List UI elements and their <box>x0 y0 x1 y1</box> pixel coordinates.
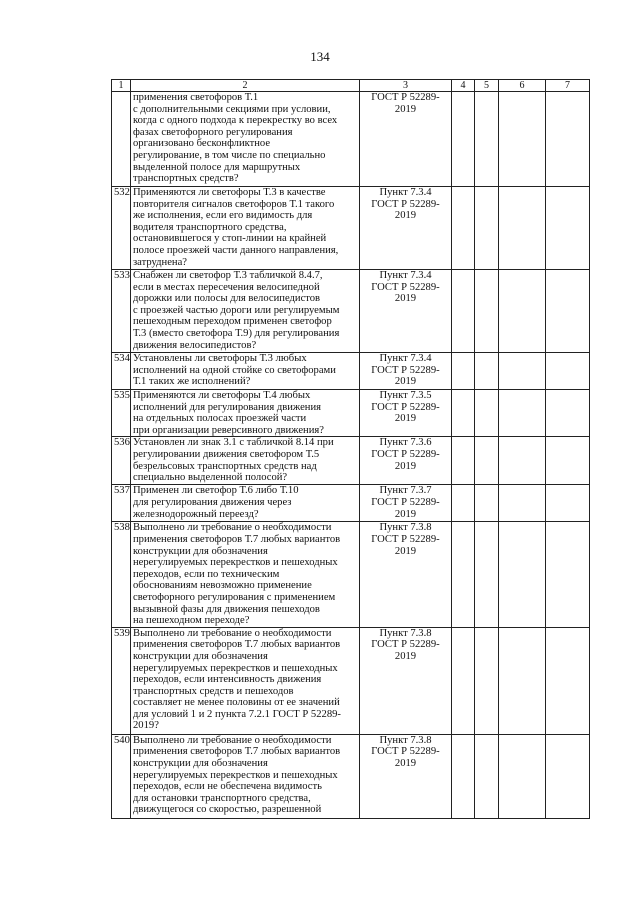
column-header: 4 <box>452 80 475 92</box>
column-header: 6 <box>499 80 546 92</box>
answer-cell[interactable] <box>499 92 546 187</box>
answer-cell[interactable] <box>452 353 475 390</box>
answer-cell[interactable] <box>475 390 499 437</box>
answer-cell[interactable] <box>546 187 590 270</box>
answer-cell[interactable] <box>475 437 499 485</box>
answer-cell[interactable] <box>499 485 546 522</box>
answer-cell[interactable] <box>546 627 590 734</box>
answer-cell[interactable] <box>546 390 590 437</box>
row-number: 540 <box>112 734 131 818</box>
row-question: Выполнено ли требование о необходимости применения светофоров Т.7 любых вариантов конструкции для обозначения нерегулируемых перекрестков и пешеходных переходов, если интенсивность движения транспортных средств и пешеходов составляет не менее половины от ее значений для условий 1 и 2 пункта 7.2.1 ГОСТ Р 52289- 2019? <box>131 627 360 734</box>
row-reference: Пункт 7.3.8 ГОСТ Р 52289- 2019 <box>360 522 452 627</box>
answer-cell[interactable] <box>452 187 475 270</box>
row-number: 536 <box>112 437 131 485</box>
answer-cell[interactable] <box>546 734 590 818</box>
answer-cell[interactable] <box>475 353 499 390</box>
row-reference: Пункт 7.3.7 ГОСТ Р 52289- 2019 <box>360 485 452 522</box>
answer-cell[interactable] <box>452 627 475 734</box>
row-reference: Пункт 7.3.8 ГОСТ Р 52289- 2019 <box>360 734 452 818</box>
answer-cell[interactable] <box>452 734 475 818</box>
answer-cell[interactable] <box>499 187 546 270</box>
table-row <box>112 92 590 187</box>
answer-cell[interactable] <box>546 437 590 485</box>
table-row <box>112 437 590 485</box>
column-header: 3 <box>360 80 452 92</box>
row-number: 537 <box>112 485 131 522</box>
answer-cell[interactable] <box>499 522 546 627</box>
answer-cell[interactable] <box>546 485 590 522</box>
row-question: Применяются ли светофоры Т.3 в качестве повторителя сигналов светофоров Т.1 такого же исполнения, если его видимость для водителя транспортного средства, остановившегося у стоп-линии на крайней полосе проезжей части данного направления, затруднена? <box>131 187 360 270</box>
answer-cell[interactable] <box>452 390 475 437</box>
row-number: 532 <box>112 187 131 270</box>
row-question: Установлены ли светофоры Т.3 любых исполнений на одной стойке со светофорами Т.1 таких же исполнений? <box>131 353 360 390</box>
answer-cell[interactable] <box>452 270 475 353</box>
row-number: 533 <box>112 270 131 353</box>
row-reference: Пункт 7.3.8 ГОСТ Р 52289- 2019 <box>360 627 452 734</box>
answer-cell[interactable] <box>475 92 499 187</box>
answer-cell[interactable] <box>475 734 499 818</box>
row-question: Снабжен ли светофор Т.3 табличкой 8.4.7, если в местах пересечения велосипедной дорожки или полосы для велосипедистов с проезжей частью дороги или регулируемым пешеходным переходом применен светофор Т.3 (вместо светофора Т.9) для регулирования движения велосипедистов? <box>131 270 360 353</box>
row-question: Выполнено ли требование о необходимости применения светофоров Т.7 любых вариантов конструкции для обозначения нерегулируемых перекрестков и пешеходных переходов, если не обеспечена видимость для остановки транспортного средства, движущегося со скоростью, разрешенной <box>131 734 360 818</box>
answer-cell[interactable] <box>475 522 499 627</box>
table-row <box>112 187 590 270</box>
table-row <box>112 353 590 390</box>
answer-cell[interactable] <box>499 270 546 353</box>
row-reference: ГОСТ Р 52289- 2019 <box>360 92 452 187</box>
answer-cell[interactable] <box>499 734 546 818</box>
column-header: 7 <box>546 80 590 92</box>
row-reference: Пункт 7.3.4 ГОСТ Р 52289- 2019 <box>360 270 452 353</box>
answer-cell[interactable] <box>546 92 590 187</box>
row-reference: Пункт 7.3.5 ГОСТ Р 52289- 2019 <box>360 390 452 437</box>
checklist-table <box>111 79 590 819</box>
table-row <box>112 270 590 353</box>
answer-cell[interactable] <box>499 627 546 734</box>
table-row <box>112 485 590 522</box>
answer-cell[interactable] <box>452 485 475 522</box>
answer-cell[interactable] <box>499 390 546 437</box>
answer-cell[interactable] <box>499 353 546 390</box>
table-row <box>112 627 590 734</box>
row-question: Выполнено ли требование о необходимости применения светофоров Т.7 любых вариантов конструкции для обозначения нерегулируемых перекрестков и пешеходных переходов, если по техническим обоснованиям невозможно применение светофорного регулирования с применением вызывной фазы для движения пешеходов на пешеходном переходе? <box>131 522 360 627</box>
row-question: Применяются ли светофоры Т.4 любых исполнений для регулирования движения на отдельных полосах проезжей части при организации реверсивного движения? <box>131 390 360 437</box>
row-question: применения светофоров Т.1 с дополнительными секциями при условии, когда с одного подхода к перекрестку во всех фазах светофорного регулирования организовано бесконфликтное регулирование, в том числе по специально выделенной полосе для маршрутных транспортных средств? <box>131 92 360 187</box>
row-number <box>112 92 131 187</box>
row-question: Установлен ли знак 3.1 с табличкой 8.14 при регулировании движения светофором Т.5 безрельсовых транспортных средств над специально выделенной полосой? <box>131 437 360 485</box>
row-reference: Пункт 7.3.4 ГОСТ Р 52289- 2019 <box>360 353 452 390</box>
row-question: Применен ли светофор Т.6 либо Т.10 для регулирования движения через железнодорожный переезд? <box>131 485 360 522</box>
row-number: 539 <box>112 627 131 734</box>
header-row <box>112 80 590 92</box>
answer-cell[interactable] <box>475 270 499 353</box>
row-number: 535 <box>112 390 131 437</box>
answer-cell[interactable] <box>452 522 475 627</box>
column-header: 5 <box>475 80 499 92</box>
column-header: 2 <box>131 80 360 92</box>
answer-cell[interactable] <box>546 270 590 353</box>
row-reference: Пункт 7.3.6 ГОСТ Р 52289- 2019 <box>360 437 452 485</box>
answer-cell[interactable] <box>475 187 499 270</box>
row-number: 534 <box>112 353 131 390</box>
row-reference: Пункт 7.3.4 ГОСТ Р 52289- 2019 <box>360 187 452 270</box>
answer-cell[interactable] <box>475 627 499 734</box>
table-row <box>112 390 590 437</box>
table-row <box>112 522 590 627</box>
answer-cell[interactable] <box>546 522 590 627</box>
row-number: 538 <box>112 522 131 627</box>
answer-cell[interactable] <box>499 437 546 485</box>
table-row <box>112 734 590 818</box>
answer-cell[interactable] <box>475 485 499 522</box>
answer-cell[interactable] <box>546 353 590 390</box>
page-number: 134 <box>310 49 330 64</box>
answer-cell[interactable] <box>452 92 475 187</box>
answer-cell[interactable] <box>452 437 475 485</box>
column-header: 1 <box>112 80 131 92</box>
